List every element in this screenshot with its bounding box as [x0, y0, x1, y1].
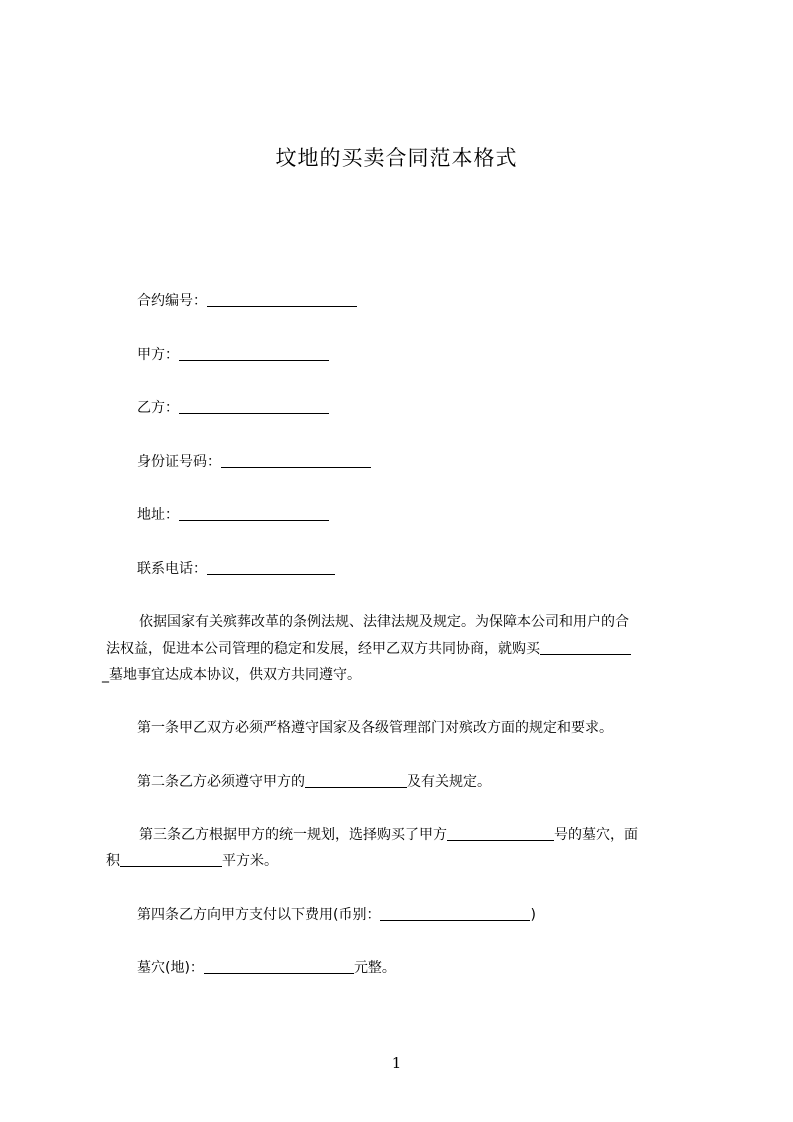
id-number-label: 身份证号码： [137, 454, 221, 470]
page-title: 坟地的买卖合同范本格式 [275, 146, 518, 170]
purchase-blank [540, 640, 631, 655]
intro-line-2-text: 法权益，促进本公司管理的稳定和发展，经甲乙双方共同协商，就购买 [106, 641, 540, 657]
tomb-fee-label: 墓穴(地)： [137, 960, 204, 976]
clause-3-number-blank [447, 826, 554, 841]
page-number: 1 [391, 1054, 402, 1072]
clause-2-blank [305, 773, 407, 788]
party-a-label: 甲方： [137, 347, 179, 363]
phone-blank [207, 560, 335, 575]
phone-label: 联系电话： [137, 561, 207, 577]
party-b-label: 乙方： [137, 400, 179, 416]
party-a-blank [179, 346, 329, 361]
currency-blank [380, 906, 530, 921]
intro-line-3 [102, 663, 361, 687]
intro-line-3-lead: _ [102, 667, 109, 683]
contract-number-label: 合约编号： [137, 293, 207, 309]
clause-3-line-2 [106, 849, 278, 873]
clause-4-before: 第四条乙方向甲方支付以下费用(币别： [137, 907, 381, 923]
clause-3-area-blank [120, 852, 222, 867]
tomb-fee-blank [204, 959, 354, 974]
address-field [137, 503, 329, 527]
phone-field [137, 557, 335, 581]
party-b-blank [179, 399, 329, 414]
clause-3-before: 第三条乙方根据甲方的统一规划，选择购买了甲方 [139, 827, 447, 843]
id-number-field [137, 450, 371, 474]
address-label: 地址： [137, 507, 179, 523]
clause-3-line-1 [139, 823, 638, 847]
clause-2 [137, 770, 491, 794]
intro-line-3-text: 墓地事宜达成本协议，供双方共同遵守。 [109, 667, 361, 683]
clause-4 [137, 903, 536, 927]
tomb-fee-unit: 元整。 [353, 960, 396, 976]
party-b-field [137, 396, 329, 420]
intro-line-1: 依据国家有关殡葬改革的条例法规、法律法规及规定。为保障本公司和用户的合 [139, 614, 629, 630]
party-a-field [137, 343, 329, 367]
clause-4-after: ) [530, 907, 536, 923]
id-number-blank [221, 453, 371, 468]
intro-line-2 [106, 637, 631, 661]
clause-1: 第一条甲乙双方必须严格遵守国家及各级管理部门对殡改方面的规定和要求。 [137, 720, 613, 736]
tomb-fee [137, 956, 396, 980]
contract-number-blank [207, 292, 357, 307]
clause-3-area-label: 积 [106, 853, 120, 869]
clause-2-after: 及有关规定。 [407, 774, 491, 790]
contract-number-field [137, 289, 357, 313]
address-blank [179, 506, 329, 521]
clause-3-mid: 号的墓穴，面 [554, 827, 638, 843]
clause-2-before: 第二条乙方必须遵守甲方的 [137, 774, 305, 790]
clause-3-area-unit: 平方米。 [222, 853, 278, 869]
